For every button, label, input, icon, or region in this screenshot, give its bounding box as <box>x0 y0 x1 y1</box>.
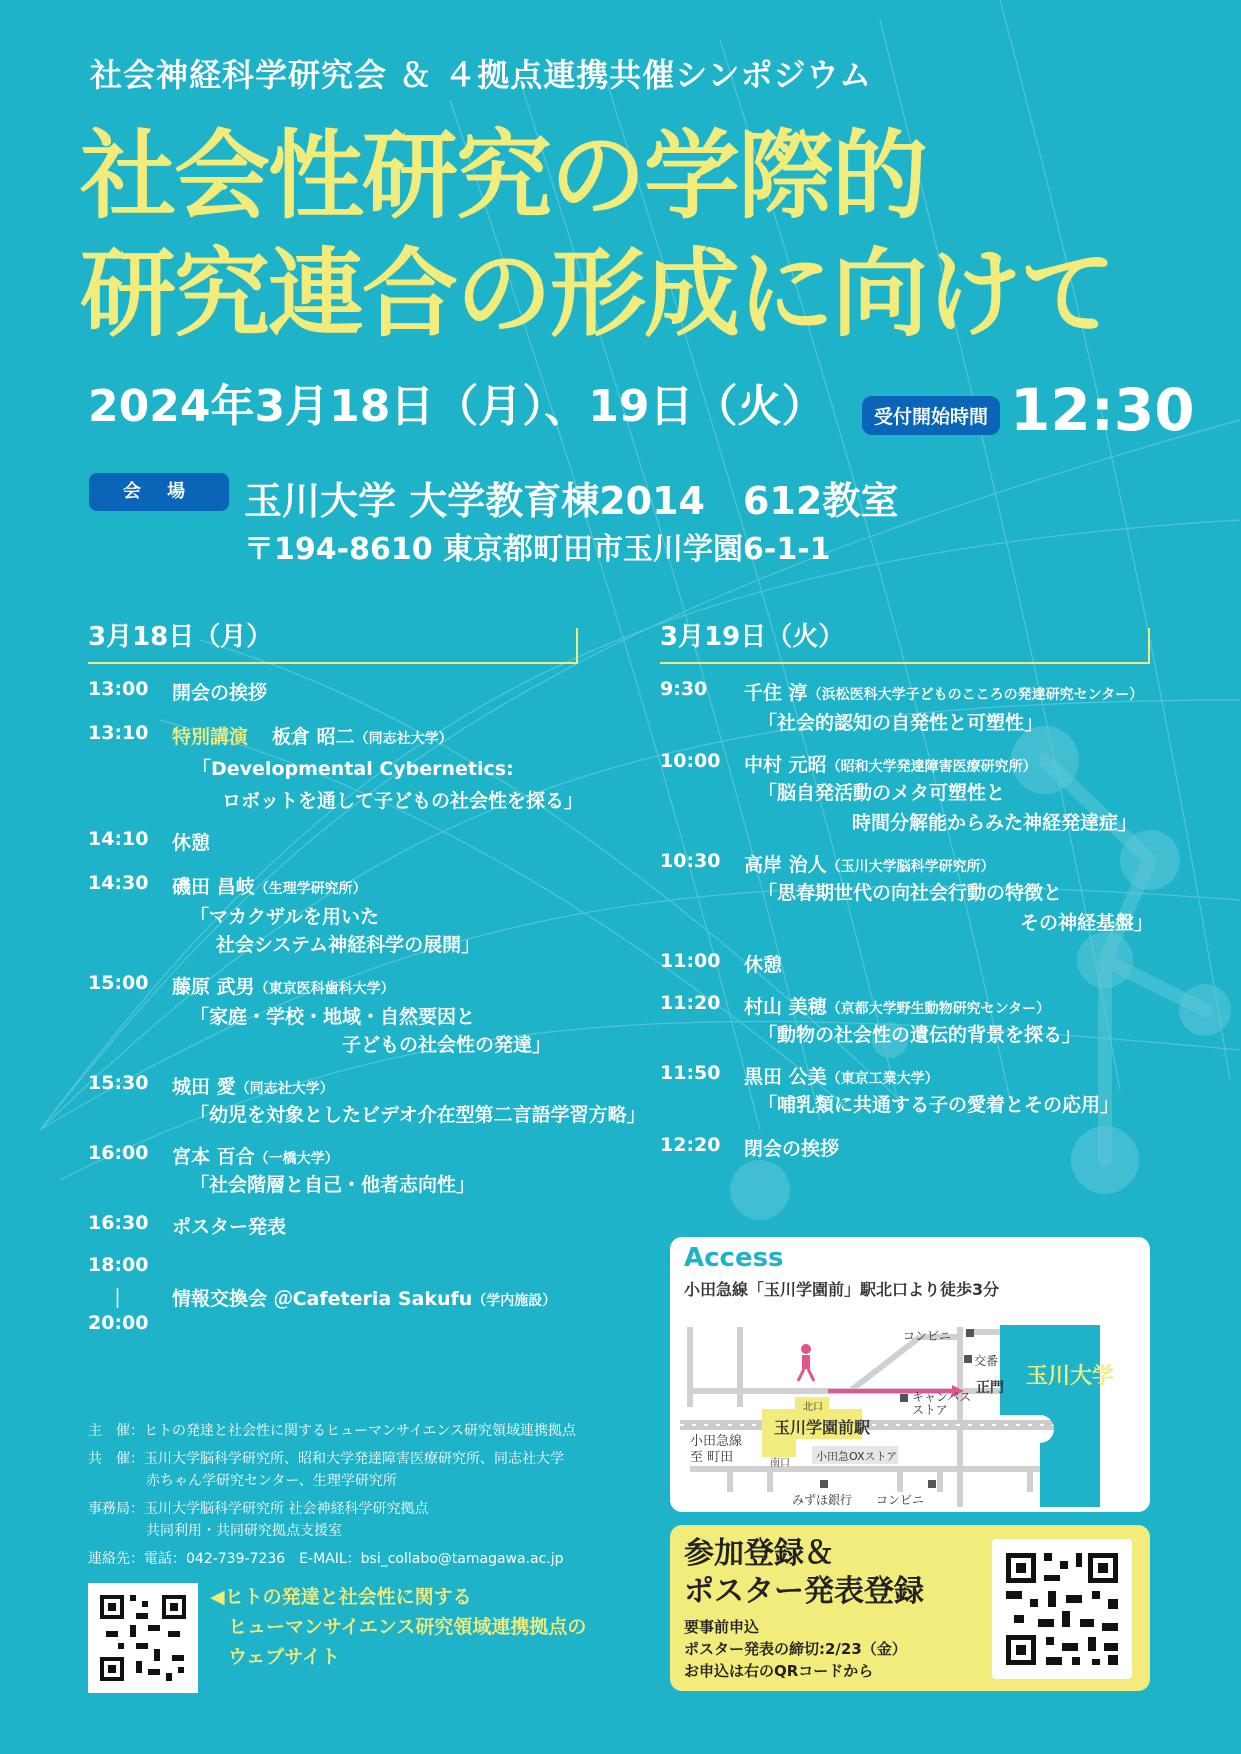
registration-notes: 要事前申込 ポスター発表の締切:2/23（金） お申込は右のQRコードから <box>684 1618 907 1680</box>
map-south-exit: 南口 <box>770 1458 790 1469</box>
organizer-info <box>88 1420 576 1570</box>
registration-title: 参加登録＆ ポスター発表登録 <box>684 1536 924 1609</box>
website-qr-code[interactable] <box>88 1583 198 1693</box>
map-police-box: 交番 <box>974 1354 999 1368</box>
venue-name: 玉川大学 大学教育棟2014 612教室 <box>244 479 899 523</box>
day1-item-text: ポスター発表 <box>172 1216 287 1238</box>
day2-heading: 3月19日（火） <box>660 622 845 652</box>
cohost-label: 共 催： <box>88 1451 144 1467</box>
day1-time-separator: ｜ <box>108 1288 128 1310</box>
day2-time: 10:30 <box>660 850 721 872</box>
talk-title: 「社会階層と自己・他者志向性」 <box>190 1174 476 1196</box>
title-line-1: 社会性研究の学際的 <box>80 120 926 232</box>
access-subtitle: 小田急線「玉川学園前」駅北口より徒歩3分 <box>684 1280 1000 1299</box>
office-text-2: 共同利用・共同研究拠点支援室 <box>146 1523 342 1539</box>
event-subtitle: 社会神経科学研究会 ＆ ４拠点連携共催シンポジウム <box>90 56 873 94</box>
map-convenience-bottom: コンビニ <box>876 1493 925 1507</box>
speaker-name: 中村 元昭（昭和大学発達障害医療研究所） <box>744 754 1037 776</box>
day1-underline-tick <box>576 628 578 664</box>
networking-event: 情報交換会 ＠Cafeteria Sakufu（学内施設） <box>172 1288 557 1310</box>
registration-qr-code[interactable] <box>992 1539 1132 1679</box>
website-link-line-1: ◀ヒトの発達と社会性に関する <box>210 1586 472 1608</box>
map-main-gate: 正門 <box>976 1380 1004 1396</box>
day2-time: 11:50 <box>660 1062 721 1084</box>
talk-title: 「マカクザルを用いた <box>190 906 380 928</box>
day1-time: 13:00 <box>88 678 149 700</box>
day1-time-end: 20:00 <box>88 1312 149 1334</box>
day1-time: 14:30 <box>88 872 149 894</box>
map-convenience-top: コンビニ <box>903 1329 952 1343</box>
day1-underline <box>88 662 578 664</box>
speaker-name: 藤原 武男（東京医科歯科大学） <box>172 976 395 998</box>
access-box <box>670 1237 1150 1512</box>
talk-title: 時間分解能からみた神経発達症」 <box>852 812 1138 834</box>
day1-time: 15:30 <box>88 1072 149 1094</box>
talk-title: 「動物の社会性の遺伝的背景を探る」 <box>758 1024 1082 1046</box>
website-link-line-3: ウェブサイト <box>228 1646 340 1668</box>
reception-label: 受付開始時間 <box>862 396 1000 435</box>
day2-item-text: 休憩 <box>744 954 783 976</box>
speaker-name: 黒田 公美（東京工業大学） <box>744 1066 939 1088</box>
map-university: 玉川大学 <box>1026 1364 1115 1389</box>
day2-time: 10:00 <box>660 750 721 772</box>
office-label: 事務局： <box>88 1501 144 1517</box>
map-odakyu-line: 小田急線 至 町田 <box>690 1434 743 1465</box>
day1-item-text: 開会の挨拶 <box>172 682 268 704</box>
venue-label: 会 場 <box>89 473 229 511</box>
day2-time: 11:20 <box>660 992 721 1014</box>
title-line-2: 研究連合の形成に向けて <box>80 238 1114 350</box>
talk-title: 社会システム神経科学の展開」 <box>216 934 481 956</box>
qr-code-icon <box>992 1539 1132 1679</box>
talk-title: 「Developmental Cybernetics: <box>192 758 514 780</box>
talk-title: 「思春期世代の向社会行動の特徴と <box>758 882 1063 904</box>
day1-heading: 3月18日（月） <box>88 622 273 652</box>
talk-title: 「社会的認知の自発性と可塑性」 <box>758 712 1044 734</box>
map-station: 玉川学園前駅 <box>774 1418 871 1437</box>
qr-code-icon <box>88 1583 198 1693</box>
office-text: 玉川大学脳科学研究所 社会神経科学研究拠点 <box>144 1501 429 1517</box>
map-campus-store: キャンパス ストア <box>912 1390 972 1417</box>
website-link[interactable] <box>210 1582 586 1672</box>
day1-time: 16:30 <box>88 1212 149 1234</box>
map-ox-store: 小田急OXストア <box>816 1450 898 1463</box>
cohost-text-2: 赤ちゃん学研究センター、生理学研究所 <box>146 1473 397 1489</box>
speaker-name: 千住 淳（浜松医科大学子どものこころの発達研究センター） <box>744 682 1144 704</box>
day1-time: 14:10 <box>88 828 149 850</box>
special-lecture-tag: 特別講演 <box>172 726 249 748</box>
host-label: 主 催： <box>88 1423 144 1439</box>
contact-text[interactable]: 電話：042-739-7236 E-MAIL：bsi_collabo@tamagawa.ac.jp <box>144 1551 564 1567</box>
day2-underline <box>660 662 1150 664</box>
venue-address: 〒194-8610 東京都町田市玉川学園6-1-1 <box>244 532 831 567</box>
day2-time: 9:30 <box>660 678 708 700</box>
contact-label: 連絡先： <box>88 1551 144 1567</box>
speaker-name: 宮本 百合（一橋大学） <box>172 1146 339 1168</box>
host-text: ヒトの発達と社会性に関するヒューマンサイエンス研究領域連携拠点 <box>144 1423 577 1439</box>
day1-time: 16:00 <box>88 1142 149 1164</box>
registration-box <box>670 1525 1150 1691</box>
speaker-name: 村山 美穂（京都大学野生動物研究センター） <box>744 996 1051 1018</box>
speaker-name: 城田 愛（同志社大学） <box>172 1076 334 1098</box>
day1-time-start: 18:00 <box>88 1254 149 1276</box>
reception-time: 12:30 <box>1010 376 1195 444</box>
speaker-name: 高岸 治人（玉川大学脳科学研究所） <box>744 854 995 876</box>
map-north-exit: 北口 <box>803 1402 823 1413</box>
website-link-line-2: ヒューマンサイエンス研究領域連携拠点の <box>228 1616 587 1638</box>
speaker-name: 板倉 昭二（同志社大学） <box>272 726 453 748</box>
day2-underline-tick <box>1148 628 1150 664</box>
talk-title: 「家庭・学校・地域・自然要因と <box>190 1006 476 1028</box>
talk-title: その神経基盤」 <box>1020 912 1154 934</box>
talk-title: 「哺乳類に共通する子の愛着とその応用」 <box>758 1094 1120 1116</box>
day1-time: 13:10 <box>88 722 149 744</box>
cohost-text: 玉川大学脳科学研究所、昭和大学発達障害医療研究所、同志社大学 <box>144 1451 564 1467</box>
speaker-name: 磯田 昌岐（生理学研究所） <box>172 876 367 898</box>
talk-title: 子どもの社会性の発達」 <box>342 1034 552 1056</box>
event-date: 2024年3月18日（月）、19日（火） <box>88 381 826 432</box>
map-bank: みずほ銀行 <box>792 1493 853 1507</box>
day2-time: 11:00 <box>660 950 721 972</box>
day2-time: 12:20 <box>660 1134 721 1156</box>
access-title: Access <box>684 1243 784 1273</box>
day2-item-text: 閉会の挨拶 <box>744 1138 840 1160</box>
day1-item-text: 休憩 <box>172 832 211 854</box>
talk-title: ロボットを通して子どもの社会性を探る」 <box>222 790 584 812</box>
talk-title: 「幼児を対象としたビデオ介在型第二言語学習方略」 <box>190 1104 646 1126</box>
day1-time: 15:00 <box>88 972 149 994</box>
talk-title: 「脳自発活動のメタ可塑性と <box>758 782 1006 804</box>
